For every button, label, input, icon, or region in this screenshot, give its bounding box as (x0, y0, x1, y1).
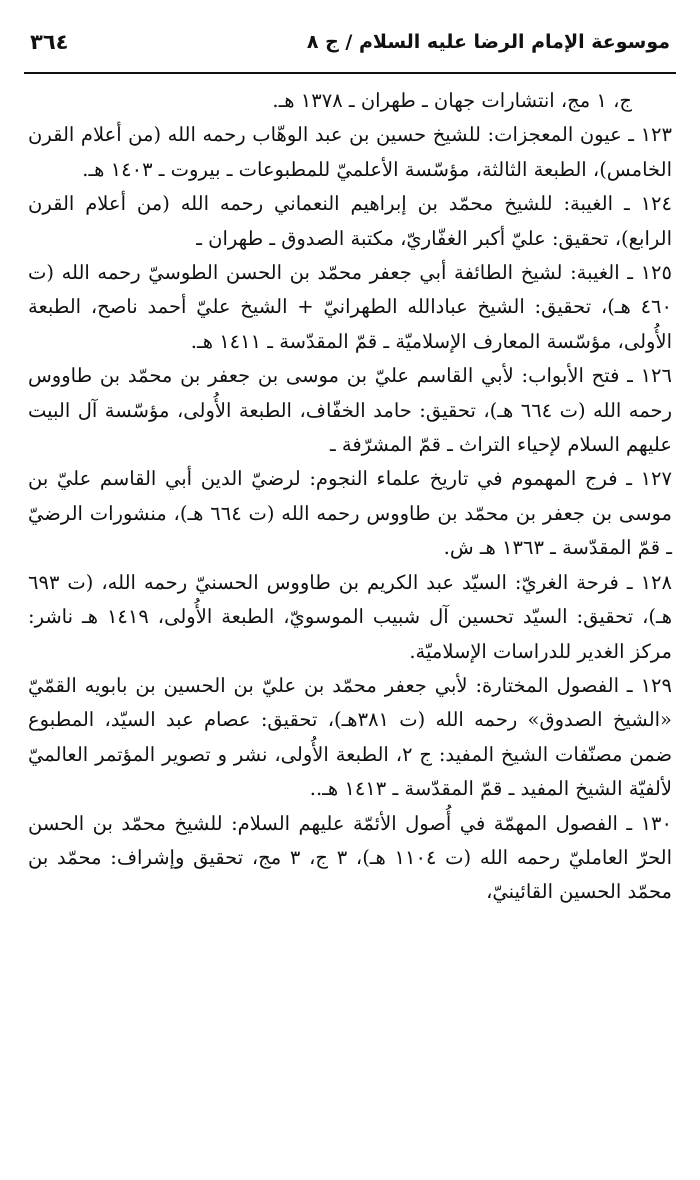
bibliography-entry-continuation: ج، ١ مج، انتشارات جهان ـ طهران ـ ١٣٧٨ هـ. (272, 89, 632, 112)
page-number: ٣٦٤ (30, 30, 69, 54)
bibliography-list (28, 84, 672, 910)
bibliography-entry: ١٣٠ ـ الفصول المهمّة في أُصول الأئمّة عليهم السلام: للشيخ محمّد بن الحسن الحرّ العامليّ رحمه الله (ت ١١٠٤ هـ)، ٣ ج، ٣ مج، تحقيق وإشراف: محمّد بن محمّد الحسين القائينيّ، (28, 811, 673, 904)
running-header (30, 22, 670, 62)
bibliography-entry: ١٢٨ ـ فرحة الغريّ: السيّد عبد الكريم بن طاووس الحسنيّ رحمه الله، (ت ٦٩٣ هـ)، تحقيق: السيّد تحسين آل شبيب الموسويّ، الطبعة الأُولى، ١٤١٩ هـ ناشر: مركز الغدير للدراسات الإسلاميّة. (28, 570, 673, 663)
bibliography-entry: ١٢٥ ـ الغيبة: لشيخ الطائفة أبي جعفر محمّد بن الحسن الطوسيّ رحمه الله (ت ٤٦٠ هـ)، تحقيق: الشيخ عبادالله الطهرانيّ + الشيخ عليّ أحمد ناصح، الطبعة الأُولى، مؤسّسة المعارف الإسلاميّة ـ قمّ المقدّسة ـ ١٤١١ هـ. (28, 261, 672, 353)
bibliography-entry: ١٢٦ ـ فتح الأبواب: لأبي القاسم عليّ بن موسى بن جعفر بن محمّد بن طاووس رحمه الله (ت ٦٦٤ هـ)، تحقيق: حامد الخفّاف، الطبعة الأُولى، مؤسّسة آل البيت عليهم السلام لإحياء التراث ـ قمّ المشرّفة ـ (28, 364, 672, 457)
bibliography-entry: ١٢٧ ـ فرج المهموم في تاريخ علماء النجوم: لرضيّ الدين أبي القاسم عليّ بن موسى بن جعفر بن محمّد بن طاووس رحمه الله (ت ٦٦٤ هـ)، منشورات الرضيّ ـ قمّ المقدّسة ـ ١٣٦٣ هـ ش. (28, 467, 672, 560)
header-divider (24, 72, 676, 74)
bibliography-entry: ١٢٩ ـ الفصول المختارة: لأبي جعفر محمّد بن عليّ بن الحسين بن بابويه القمّيّ «الشيخ الصدوق» رحمه الله (ت ٣٨١هـ)، تحقيق: عصام عبد السيّد، المطبوع ضمن مصنّفات الشيخ المفيد: ج ٢، الطبعة الأُولى، نشر و تصوير المؤتمر العالميّ لألفيّة الشيخ المفيد ـ قمّ المقدّسة ـ ١٤١٣ هـ.. (28, 673, 672, 801)
bibliography-entry: ١٢٣ ـ عيون المعجزات: للشيخ حسين بن عبد الوهّاب رحمه الله (من أعلام القرن الخامس)، الطبعة الثالثة، مؤسّسة الأعلميّ للمطبوعات ـ بيروت ـ ١٤٠٣ هـ. (28, 123, 672, 181)
book-title: موسوعة الإمام الرضا عليه السلام / ج ٨ (306, 31, 670, 53)
bibliography-entry: ١٢٤ ـ الغيبة: للشيخ محمّد بن إبراهيم النعماني رحمه الله (من أعلام القرن الرابع)، تحقيق: عليّ أكبر الغفّاريّ، مكتبة الصدوق ـ طهران ـ (28, 192, 672, 250)
